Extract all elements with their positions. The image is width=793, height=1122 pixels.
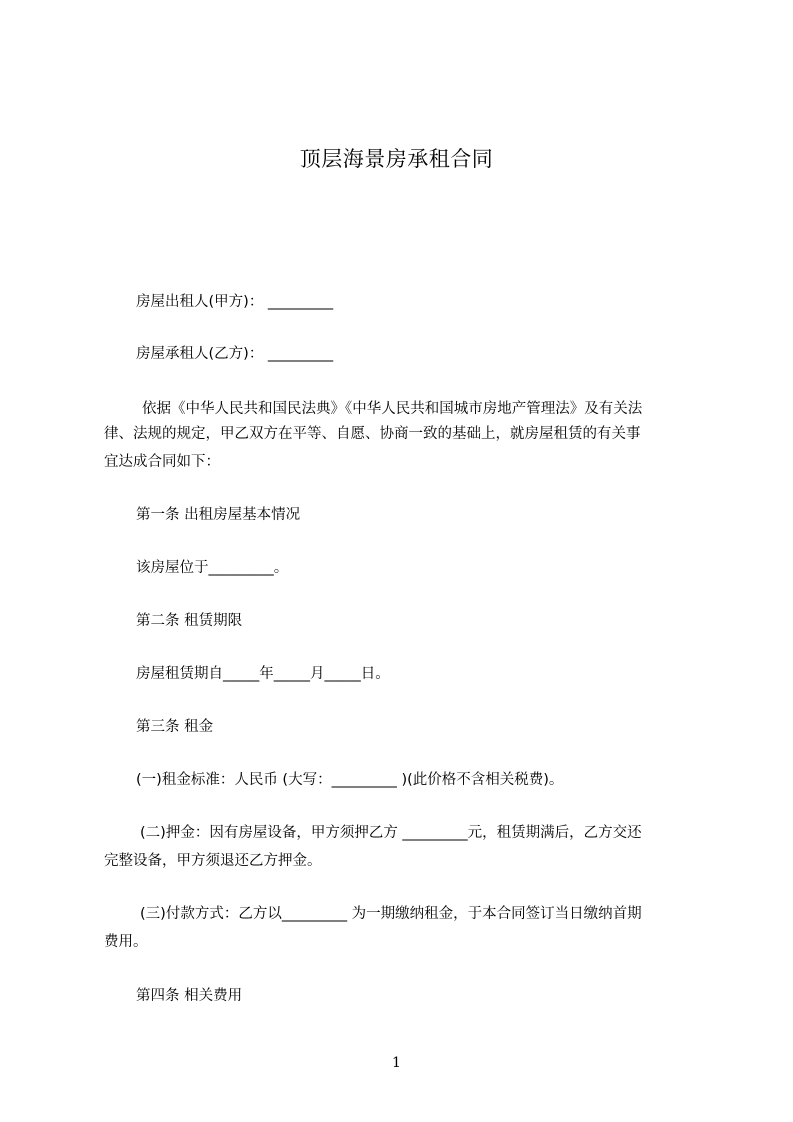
article-3-item-2-line-1: (二)押金：因有房屋设备，甲方须押乙方 _________元，租赁期满后，乙方交还 (140, 825, 642, 841)
preamble-line-2: 律、法规的规定，甲乙双方在平等、自愿、协商一致的基础上，就房屋租赁的有关事 (104, 426, 641, 442)
lessee-line: 房屋承租人(乙方)： _________ (136, 346, 334, 362)
article-3-heading: 第三条 租金 (136, 719, 214, 735)
article-1-text: 该房屋位于_________。 (136, 560, 289, 576)
article-1-heading: 第一条 出租房屋基本情况 (136, 507, 301, 523)
lessor-line: 房屋出租人(甲方)： _________ (136, 294, 334, 310)
article-4-heading: 第四条 相关费用 (136, 988, 243, 1004)
article-3-item-3-line-2: 费用。 (104, 934, 148, 950)
document-title: 顶层海景房承租合同 (299, 147, 494, 171)
preamble-line-3: 宜达成合同如下： (104, 454, 220, 470)
preamble-line-1: 依据《中华人民共和国民法典》《中华人民共和国城市房地产管理法》及有关法 (142, 401, 643, 417)
article-3-item-1: (一)租金标准：人民币 (大写：_________ )(此价格不含相关税费)。 (136, 772, 564, 788)
article-2-heading: 第二条 租赁期限 (136, 613, 243, 629)
article-3-item-2-line-2: 完整设备，甲方须退还乙方押金。 (104, 853, 322, 869)
article-2-text: 房屋租赁期自_____年_____月_____日。 (136, 666, 390, 682)
article-3-item-3-line-1: (三)付款方式：乙方以_________ 为一期缴纳租金，于本合同签订当日缴纳首期 (140, 906, 642, 922)
page-number: 1 (392, 1055, 401, 1071)
